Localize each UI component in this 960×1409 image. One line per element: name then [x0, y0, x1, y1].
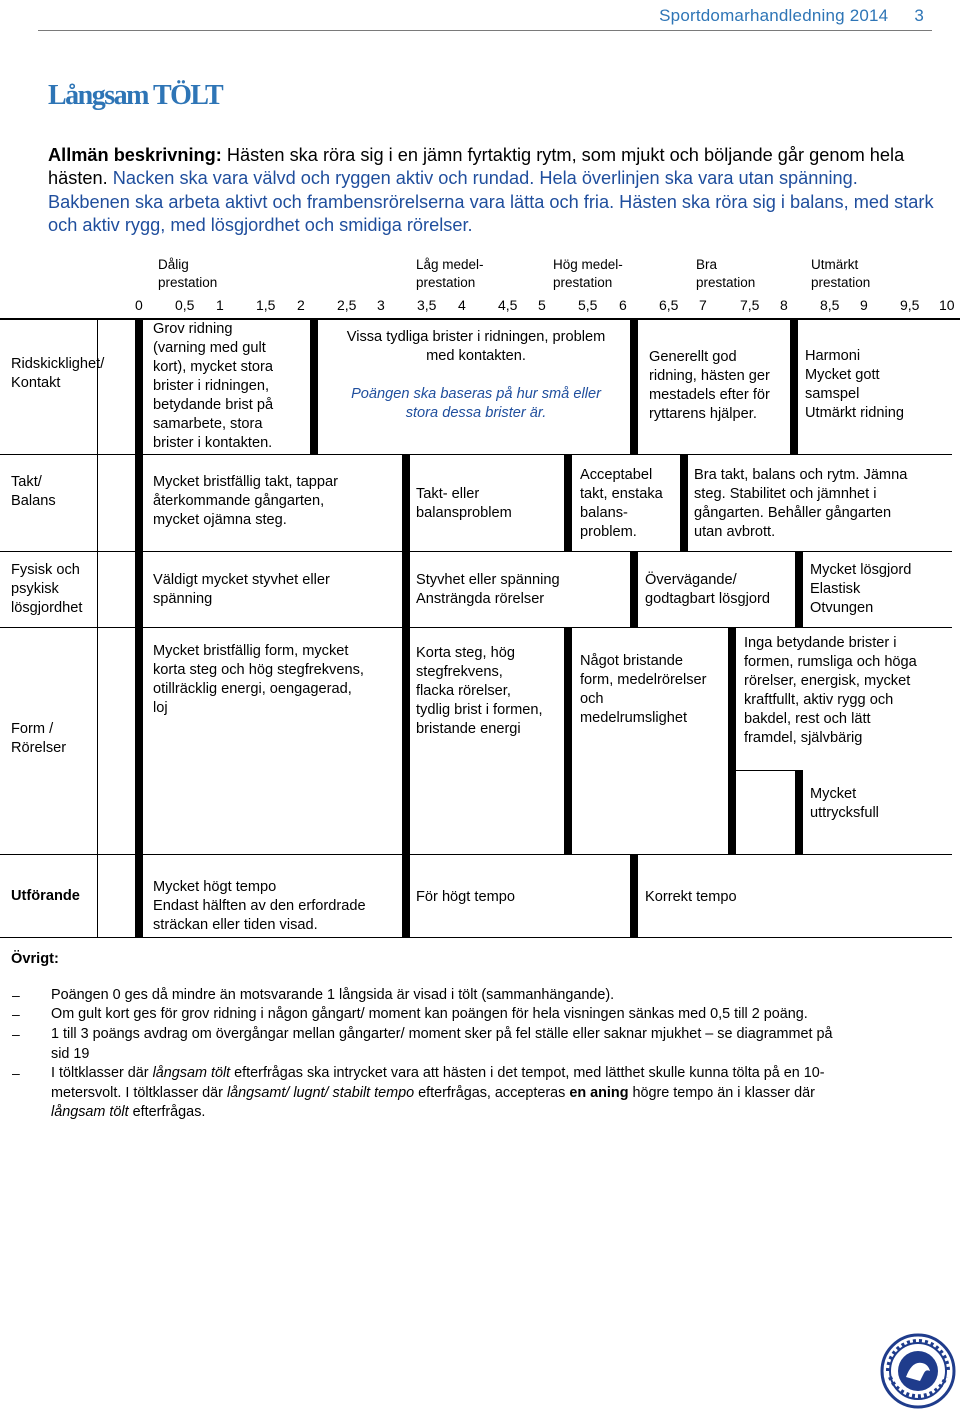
page-number: 3	[914, 6, 924, 25]
bar	[135, 318, 143, 454]
sub-divider	[728, 770, 803, 771]
scale-9-5: 9,5	[900, 297, 920, 313]
r3-excellent-text: Mycket lösgjord Elastisk Otvungen	[810, 562, 912, 616]
bar	[402, 454, 410, 551]
bar	[402, 551, 410, 627]
r2-good-text: Bra takt, balans och rytm. Jämna steg. Stabilitet och jämnhet i gångarten. Behåller gångarten utan avbrott.	[694, 467, 908, 540]
bullet-dash: –	[12, 1026, 20, 1042]
level-heading-low-medium: Låg medel- prestation	[416, 257, 484, 290]
scale-0: 0	[135, 297, 143, 313]
bar	[402, 854, 410, 937]
r4-poor-text: Mycket bristfällig form, mycket korta steg och hög stegfrekvens, otillräcklig energi, oengagerad, loj	[153, 643, 364, 716]
scale-8: 8	[780, 297, 788, 313]
r2-high-medium-text: Acceptabel takt, enstaka balans- problem.	[580, 467, 663, 540]
r3-medium-text: Styvhet eller spänning Ansträngda rörelser	[416, 572, 560, 607]
scale-7-5: 7,5	[740, 297, 760, 313]
scale-1: 1	[216, 297, 224, 313]
r1-poor-text: Grov ridning (varning med gult kort), mycket stora brister i ridningen, betydande brist på samarbete, stora brister i kontakten.	[153, 321, 274, 451]
scale-0-5: 0,5	[175, 297, 195, 313]
bar	[564, 454, 572, 551]
bullet-dash: –	[12, 1006, 20, 1022]
r1-medium-note: Poängen ska baseras på hur små eller stora dessa brister är.	[351, 386, 601, 421]
r5-medium-text: För högt tempo	[416, 889, 515, 905]
note-1: Poängen 0 ges då mindre än motsvarande 1 långsida är visad i tölt (sammanhängande).	[51, 987, 615, 1003]
description-text-2: Nacken ska vara välvd och ryggen aktiv och rundad. Hela överlinjen ska vara utan spänning. Bakbenen ska arbeta aktivt och frambensrörelserna vara lätta och fria. Hästen ska röra sig i balans, med stark och aktiv rygg, med lösgjordhet och smidiga rörelser.	[48, 168, 934, 236]
scale-1-5: 1,5	[256, 297, 276, 313]
header-doc-title: Sportdomarhandledning 2014	[659, 6, 889, 25]
note-4: I töltklasser där långsam tölt efterfrågas ska intrycket vara att hästen i det tempot, med lätthet skulle kunna tölta på en 10- metersvolt. I töltklasser där långsamt/ lugnt/ stabilt tempo efterfrågas, accepteras en aning högre tempo än i klasser där långsam tölt efterfrågas.	[51, 1065, 825, 1120]
scale-10: 10	[939, 297, 955, 313]
scale-2: 2	[297, 297, 305, 313]
row-label-rhythm-balance: Takt/ Balans	[11, 474, 56, 509]
running-header	[659, 6, 924, 26]
level-heading-poor: Dålig prestation	[158, 257, 218, 290]
bar	[135, 454, 143, 551]
row-label-execution: Utförande	[11, 888, 80, 904]
page-title: Långsam TÖLT	[48, 80, 223, 111]
row-label-riding-skill: Ridskicklighet/ Kontakt	[11, 356, 105, 391]
bar	[135, 551, 143, 627]
description-text-1: Hästen ska röra sig i en jämn fyrtaktig rytm, som mjukt och böljande går genom hela hästen.	[48, 145, 905, 189]
bullet-dash: –	[12, 1065, 20, 1081]
label-column-rule	[97, 318, 98, 938]
level-heading-excellent: Utmärkt prestation	[811, 257, 871, 290]
table-bottom-rule	[0, 937, 952, 938]
bar	[680, 454, 688, 551]
bullet-dash: –	[12, 987, 20, 1003]
note-3: 1 till 3 poängs avdrag om övergångar mellan gångarter/ moment sker på fel ställe eller saknar mjukhet – se diagrammet på sid 19	[51, 1026, 833, 1062]
r3-poor-text: Väldigt mycket styvhet eller spänning	[153, 572, 330, 607]
r1-good-text: Generellt god ridning, hästen ger mestadels efter för ryttarens hjälper.	[649, 349, 770, 422]
table-top-rule	[0, 318, 960, 320]
row-label-form-movement: Form / Rörelser	[11, 721, 67, 756]
level-heading-high-medium: Hög medel- prestation	[553, 257, 623, 290]
r4-excellent-text: Mycket uttrycksfull	[810, 786, 879, 821]
bar	[310, 318, 318, 454]
scale-8-5: 8,5	[820, 297, 840, 313]
scale-9: 9	[860, 297, 868, 313]
scale-4-5: 4,5	[498, 297, 518, 313]
bar	[795, 551, 803, 627]
bar	[630, 854, 638, 937]
level-heading-good: Bra prestation	[696, 257, 756, 290]
r1-medium-text: Vissa tydliga brister i ridningen, problem med kontakten. Poängen ska baseras på hur små eller stora dessa brister är.	[320, 328, 632, 423]
r2-poor-text: Mycket bristfällig takt, tappar återkommande gångarten, mycket ojämna steg.	[153, 474, 338, 528]
association-seal-icon	[880, 1333, 956, 1409]
r1-excellent-text: Harmoni Mycket gott samspel Utmärkt ridning	[805, 348, 904, 421]
bar	[135, 627, 143, 854]
r2-low-medium-text: Takt- eller balansproblem	[416, 486, 512, 521]
r4-low-medium-text: Korta steg, hög stegfrekvens, flacka rörelser, tydlig brist i formen, bristande energi	[416, 645, 543, 737]
r3-good-text: Övervägande/ godtagbart lösgjord	[645, 572, 770, 607]
scale-7: 7	[699, 297, 707, 313]
r5-poor-text: Mycket högt tempo Endast hälften av den erfordrade sträckan eller tiden visad.	[153, 879, 366, 933]
bar	[630, 551, 638, 627]
bar	[564, 627, 572, 854]
scale-5: 5	[538, 297, 546, 313]
bar	[402, 627, 410, 854]
scale-4: 4	[458, 297, 466, 313]
header-rule	[38, 30, 932, 31]
bar	[135, 854, 143, 937]
scale-6-5: 6,5	[659, 297, 679, 313]
scale-3: 3	[377, 297, 385, 313]
r4-high-medium-text: Något bristande form, medelrörelser och medelrumslighet	[580, 653, 707, 726]
bar	[790, 318, 798, 454]
other-label: Övrigt:	[11, 951, 59, 967]
bar	[795, 770, 803, 854]
note-2: Om gult kort ges för grov ridning i någon gångart/ moment kan poängen för hela visningen sänkas med 0,5 till 2 poäng.	[51, 1006, 808, 1022]
r4-good-text: Inga betydande brister i formen, rumsliga och höga rörelser, energisk, mycket kraftfullt, aktiv rygg och bakdel, rest och lätt framdel, självbärig	[744, 635, 917, 746]
r5-good-text: Korrekt tempo	[645, 889, 737, 905]
row-label-suppleness: Fysisk och psykisk lösgjordhet	[11, 562, 83, 616]
bar	[728, 627, 736, 854]
description-label: Allmän beskrivning:	[48, 145, 222, 165]
scale-2-5: 2,5	[337, 297, 357, 313]
scale-6: 6	[619, 297, 627, 313]
general-description	[48, 144, 938, 238]
scale-3-5: 3,5	[417, 297, 437, 313]
scale-5-5: 5,5	[578, 297, 598, 313]
